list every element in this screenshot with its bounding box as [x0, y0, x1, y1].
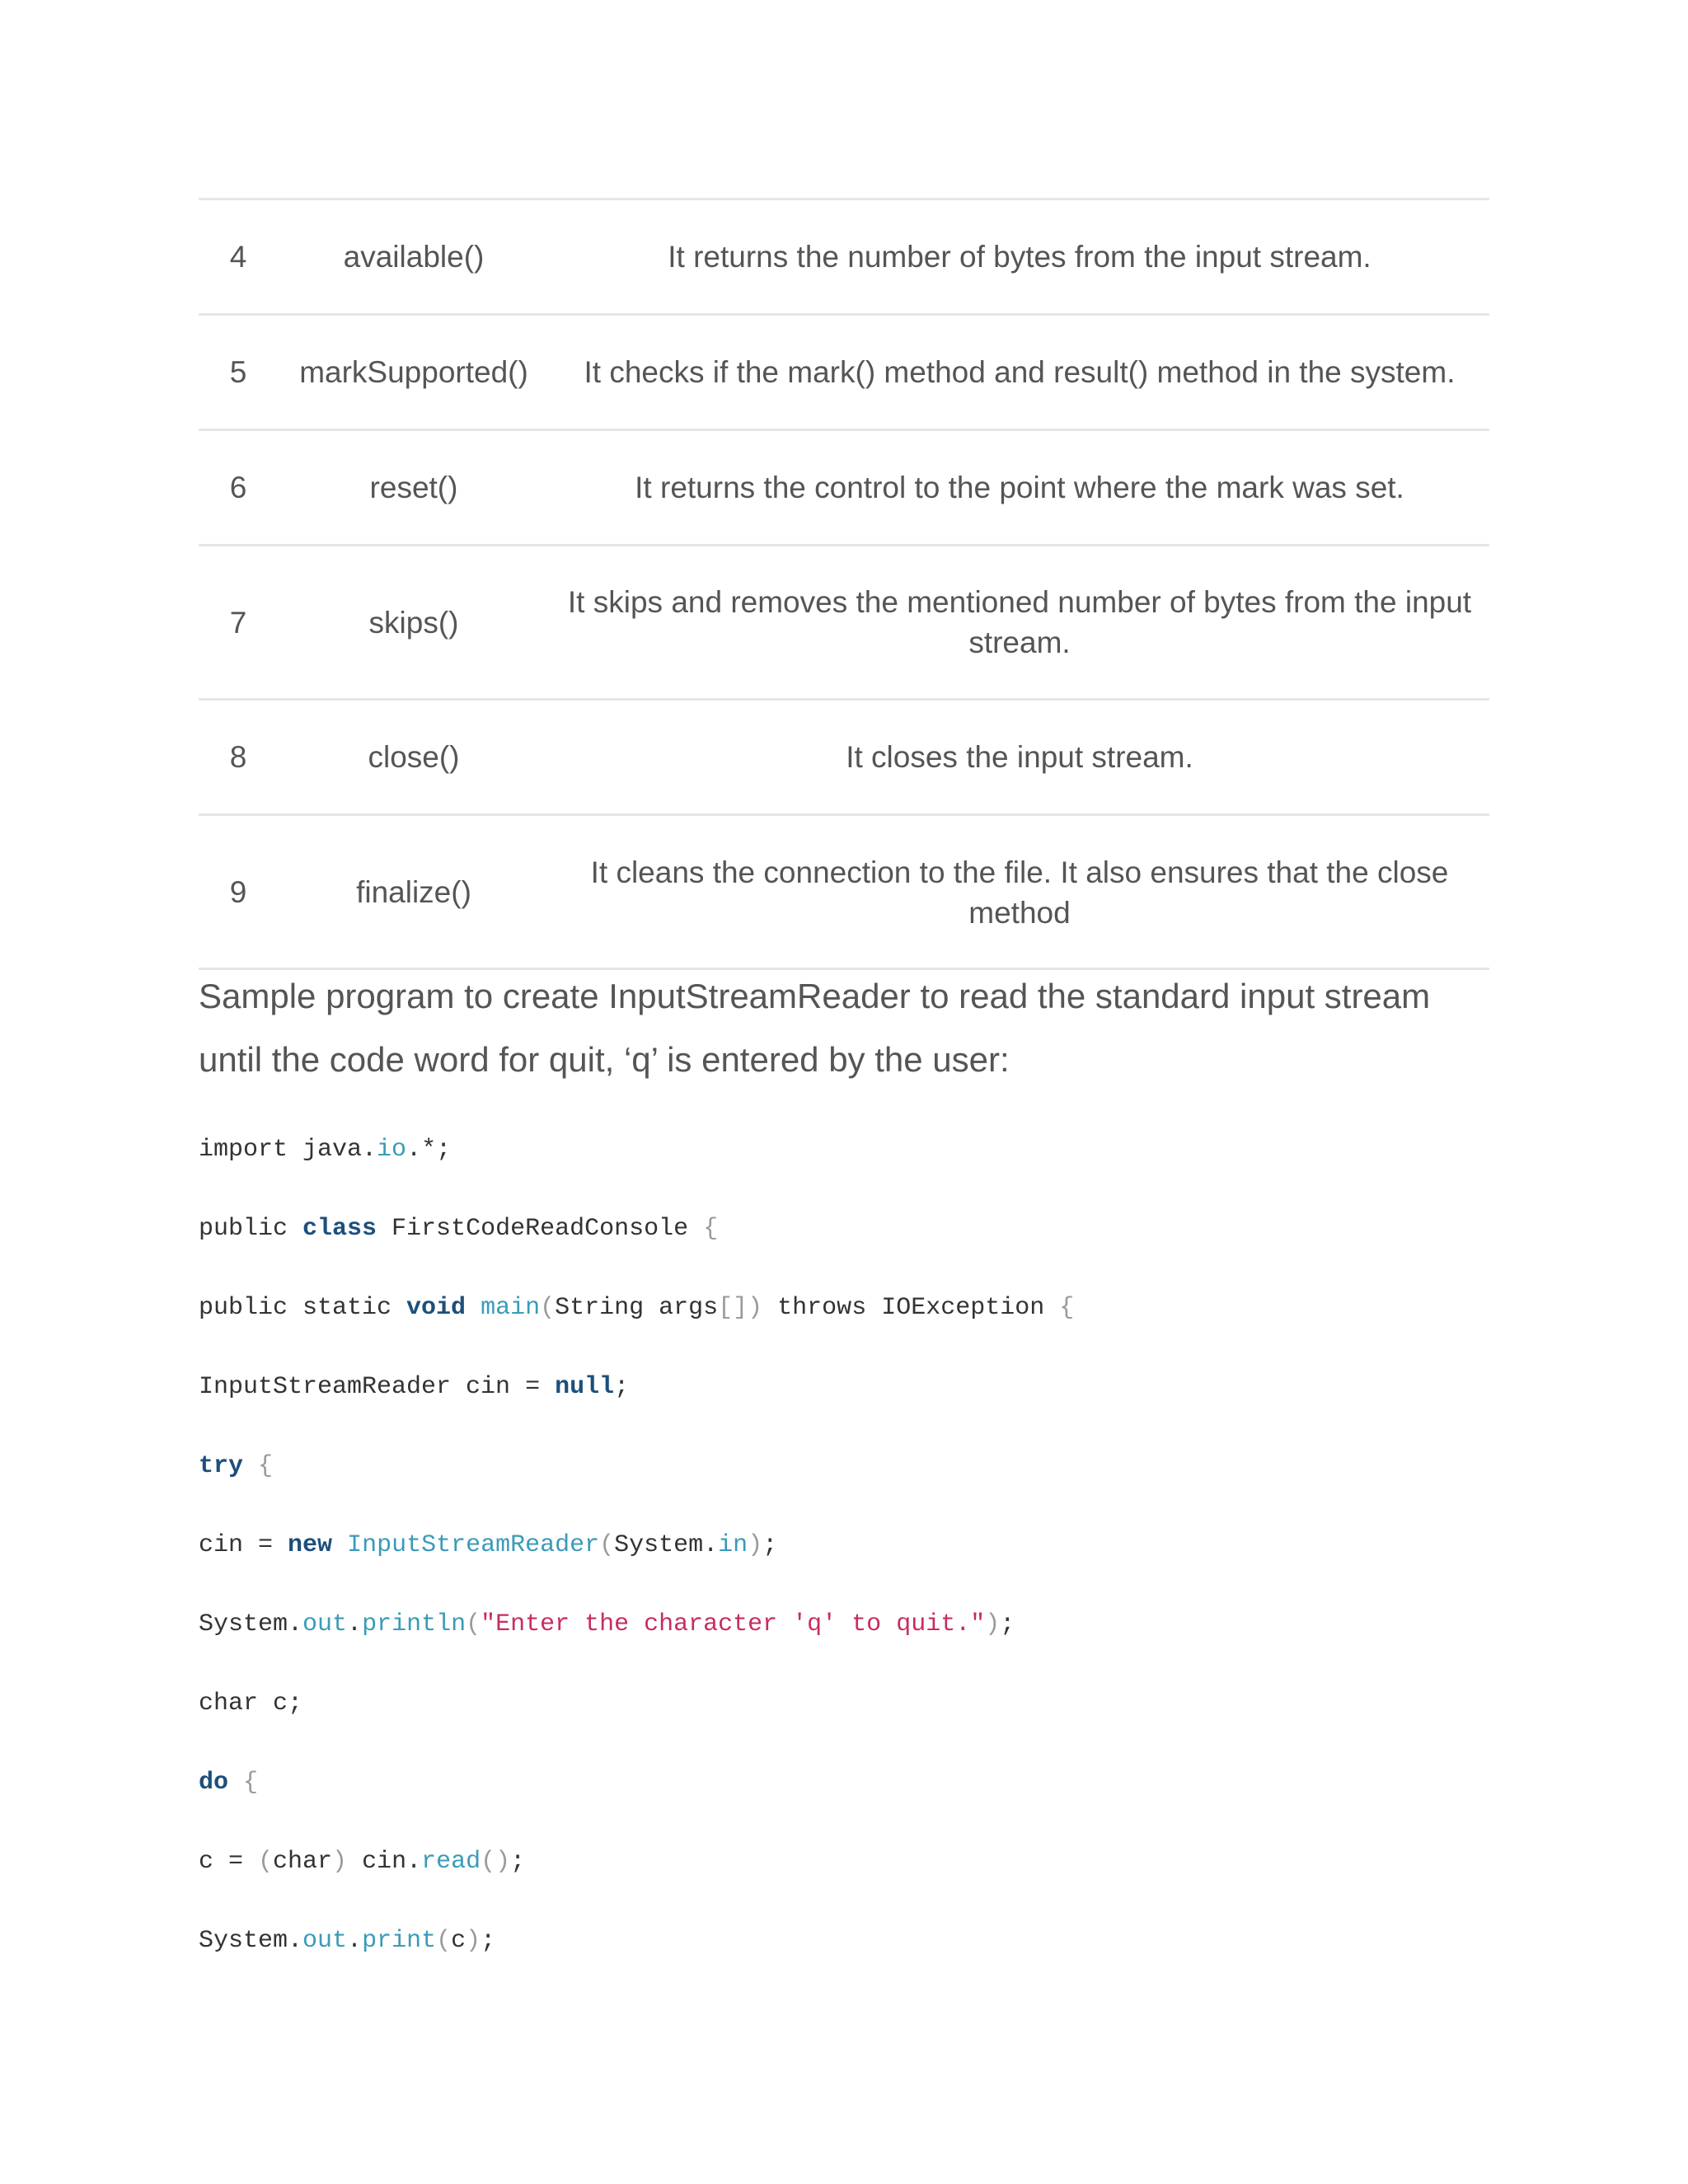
code-token: in	[718, 1531, 748, 1559]
code-token: read	[421, 1848, 481, 1876]
code-token: (	[436, 1927, 452, 1955]
code-token: FirstCodeReadConsole	[377, 1215, 704, 1243]
code-line	[199, 1371, 629, 1404]
code-line	[199, 1450, 273, 1483]
method-description: It closes the input stream.	[846, 740, 1193, 774]
code-line	[199, 1766, 258, 1799]
code-token: char c;	[199, 1690, 303, 1718]
table-row	[199, 199, 1489, 315]
code-token: (	[540, 1294, 556, 1322]
code-token: print	[362, 1927, 437, 1955]
code-token: InputStreamReader cin =	[199, 1373, 556, 1401]
code-token: c =	[199, 1848, 259, 1876]
code-line	[199, 1845, 525, 1878]
code-token: new	[288, 1531, 333, 1559]
table-row	[199, 546, 1489, 700]
method-name: reset()	[369, 471, 458, 504]
code-token: )	[985, 1610, 1001, 1638]
code-token: .*;	[406, 1136, 452, 1164]
code-token	[228, 1769, 243, 1797]
code-token: public static	[199, 1294, 407, 1322]
code-token: println	[362, 1610, 467, 1638]
code-token: String args	[555, 1294, 719, 1322]
intro-paragraph: Sample program to create InputStreamReader to read the standard input stream until the code word for quit, ‘q’ is entered by the user:	[199, 977, 1431, 1079]
method-name: finalize()	[356, 875, 471, 910]
code-token: c	[451, 1927, 467, 1955]
table-row	[199, 700, 1489, 815]
row-number: 9	[229, 875, 247, 910]
code-token: ;	[614, 1373, 630, 1401]
code-token: .	[347, 1927, 363, 1955]
code-token: {	[1059, 1294, 1075, 1322]
code-line	[199, 1924, 495, 1957]
row-number: 5	[229, 355, 247, 389]
code-token: (	[599, 1531, 615, 1559]
code-token: )	[332, 1848, 348, 1876]
code-token: cin =	[199, 1531, 288, 1559]
table-row	[199, 815, 1489, 969]
code-line	[199, 1529, 777, 1562]
code-token: ;	[1000, 1610, 1015, 1638]
code-token: main	[481, 1294, 541, 1322]
code-token	[332, 1531, 347, 1559]
code-token	[466, 1294, 481, 1322]
code-token: ;	[481, 1927, 496, 1955]
code-token: out	[302, 1927, 348, 1955]
code-token: (	[466, 1610, 481, 1638]
method-description: It checks if the mark() method and result() method in the system.	[584, 355, 1456, 389]
code-token: ;	[510, 1848, 526, 1876]
code-token: do	[199, 1769, 229, 1797]
code-token: null	[555, 1373, 615, 1401]
code-token: io	[377, 1136, 407, 1164]
table-row	[199, 430, 1489, 546]
method-description: It skips and removes the mentioned number of bytes from the input stream.	[567, 585, 1472, 659]
method-name: close()	[368, 740, 460, 774]
code-token: "Enter the character 'q' to quit."	[481, 1610, 986, 1638]
code-token: char	[273, 1848, 333, 1876]
code-token: InputStreamReader	[347, 1531, 600, 1559]
code-line	[199, 1608, 1015, 1641]
code-token: System.	[614, 1531, 719, 1559]
code-line	[199, 1133, 451, 1166]
code-token: out	[302, 1610, 348, 1638]
code-line	[199, 1212, 718, 1245]
method-description: It returns the number of bytes from the input stream.	[668, 240, 1372, 274]
methods-table	[199, 198, 1489, 969]
code-token: cin.	[347, 1848, 422, 1876]
code-line	[199, 1687, 302, 1720]
code-token: {	[243, 1769, 259, 1797]
code-token: )	[748, 1531, 763, 1559]
code-token: public	[199, 1215, 303, 1243]
code-token: throws IOException	[762, 1294, 1060, 1322]
row-number: 6	[229, 471, 247, 504]
code-token: [])	[718, 1294, 763, 1322]
code-token: System.	[199, 1610, 303, 1638]
code-token	[243, 1452, 258, 1480]
row-number: 8	[229, 740, 247, 774]
code-token: .	[347, 1610, 363, 1638]
method-name: skips()	[368, 605, 459, 640]
method-description: It returns the control to the point where the mark was set.	[635, 471, 1404, 504]
row-number: 7	[229, 605, 247, 640]
code-token: {	[703, 1215, 719, 1243]
code-token: import java.	[199, 1136, 377, 1164]
row-number: 4	[229, 240, 247, 274]
code-token: {	[258, 1452, 274, 1480]
code-line	[199, 1291, 1074, 1324]
code-token: (	[258, 1848, 274, 1876]
code-token: class	[302, 1215, 377, 1243]
table-row	[199, 315, 1489, 430]
code-token: void	[406, 1294, 467, 1322]
method-name: available()	[343, 240, 485, 274]
code-token: ()	[481, 1848, 511, 1876]
code-token: ;	[762, 1531, 778, 1559]
code-token: System.	[199, 1927, 303, 1955]
code-token: )	[466, 1927, 481, 1955]
code-token: try	[199, 1452, 244, 1480]
method-name: markSupported()	[299, 355, 528, 389]
method-description: It cleans the connection to the file. It also ensures that the close method	[590, 855, 1449, 930]
